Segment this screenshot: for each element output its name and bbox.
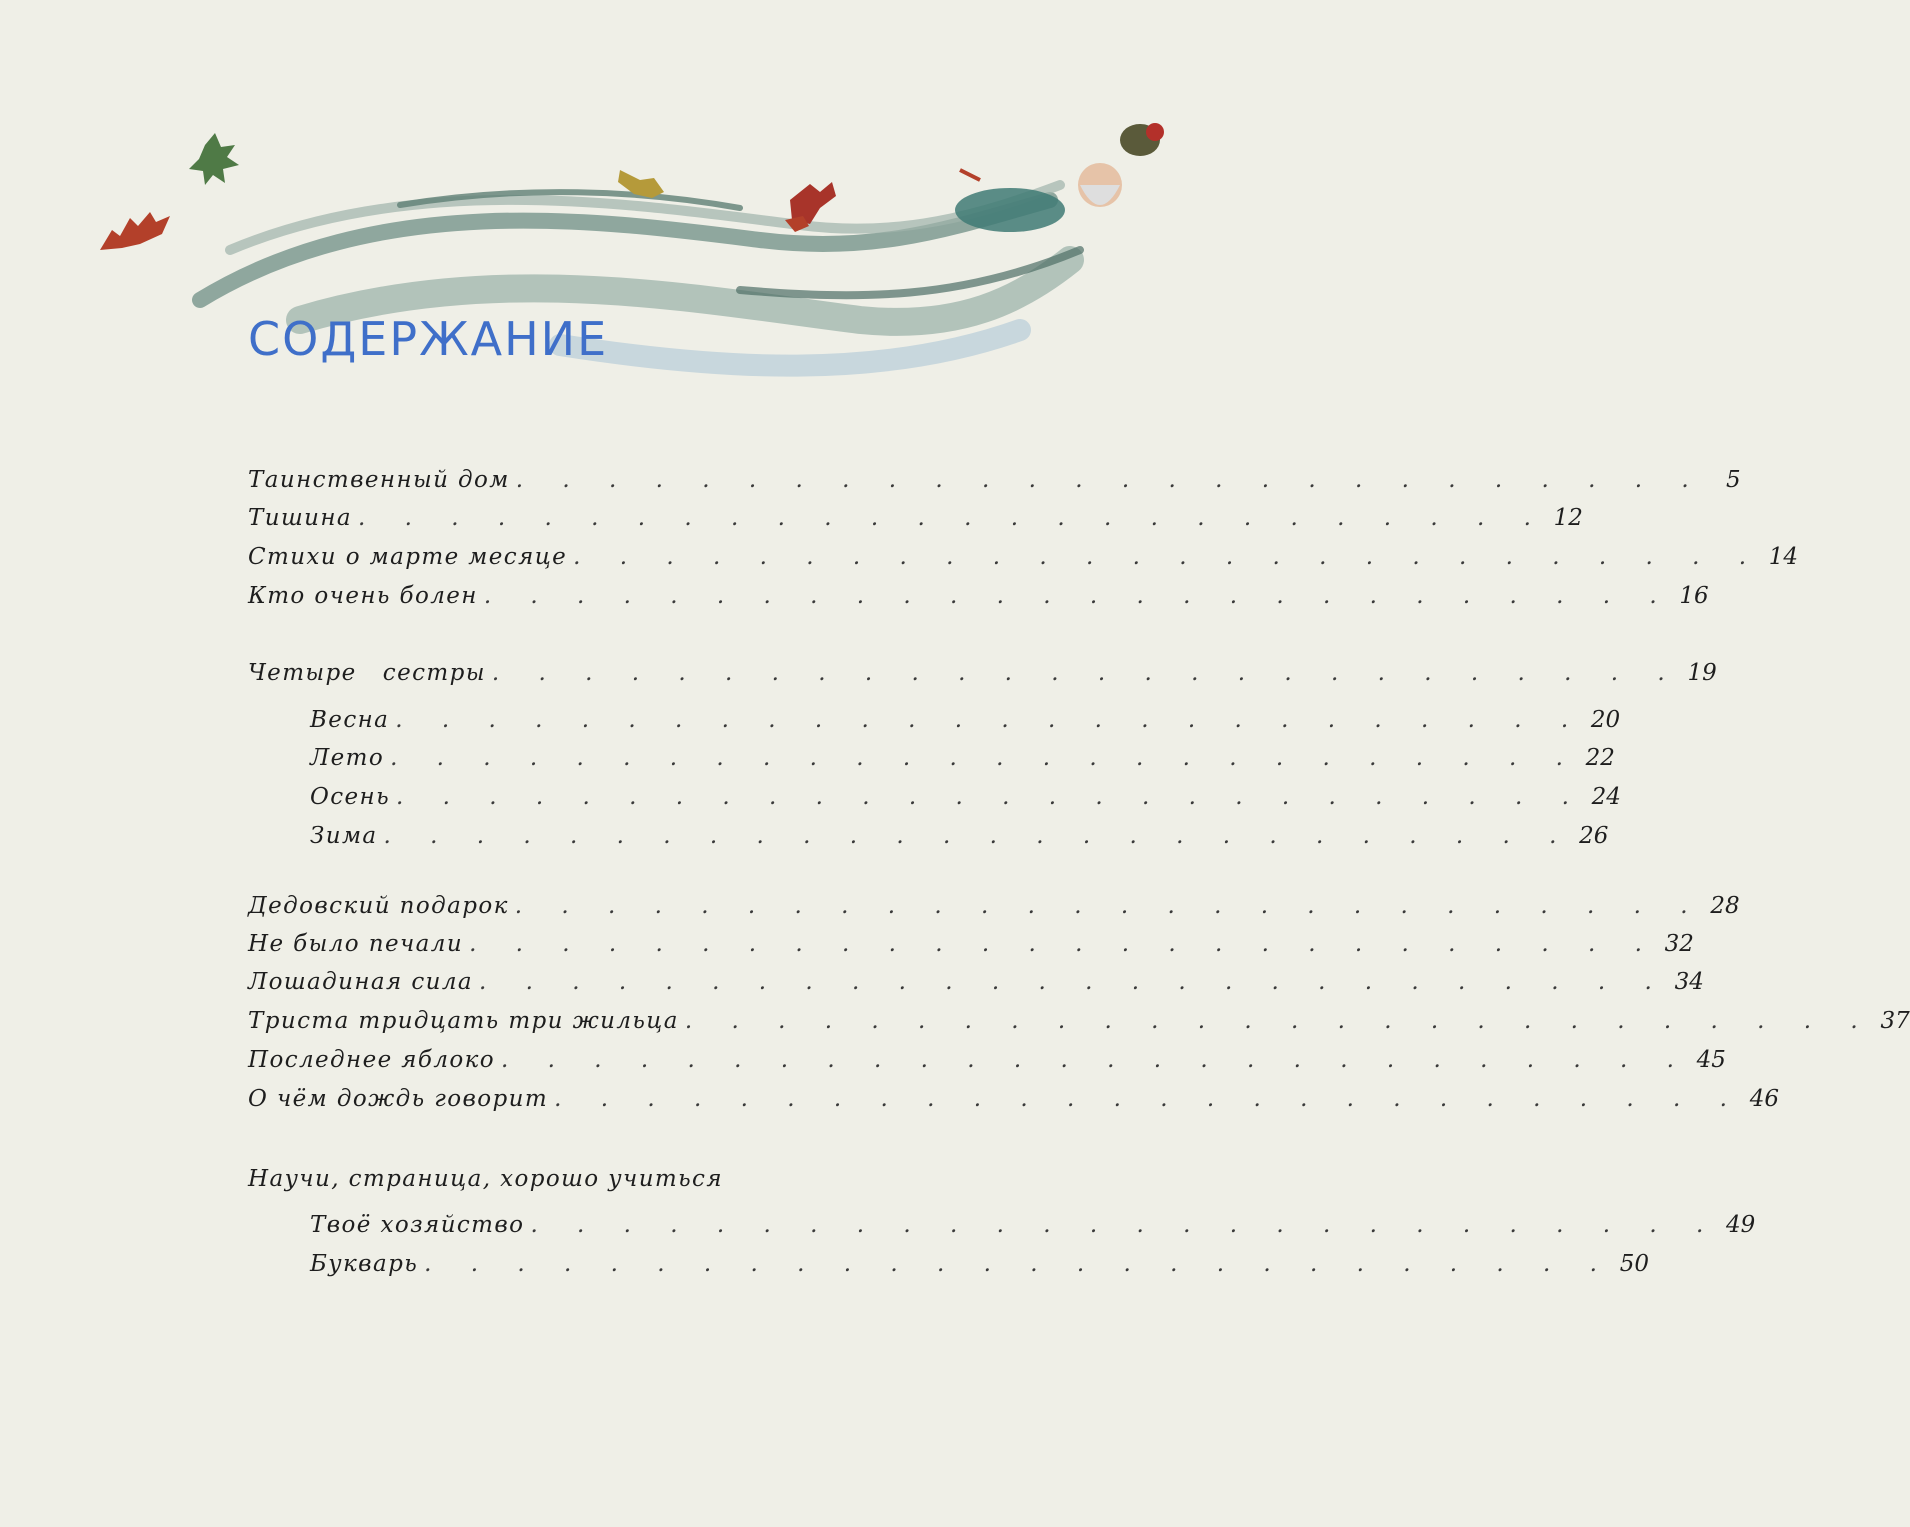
toc-entry-page: 16 xyxy=(1679,583,1709,609)
toc-entry-label: Последнее яблоко xyxy=(248,1047,496,1073)
toc-entry-label: Научи, страница, хорошо учиться xyxy=(248,1166,723,1192)
toc-subentry[interactable] xyxy=(310,1212,1756,1248)
leader-dots: . . . . . . . . . . . . . . . . . . . . . . . . . . xyxy=(530,1212,1720,1238)
toc-entry-page: 22 xyxy=(1585,745,1615,771)
toc-entry-label: Кто очень болен xyxy=(248,583,478,609)
toc-subentry[interactable] xyxy=(310,823,1609,859)
toc-entry-page: 45 xyxy=(1696,1047,1726,1073)
toc-entry-label: Не было печали xyxy=(248,931,464,957)
toc-entry-page: 24 xyxy=(1591,784,1621,810)
toc-subentry[interactable] xyxy=(310,707,1621,743)
toc-entry-label: Таинственный дом xyxy=(248,467,510,493)
toc-entry[interactable] xyxy=(248,583,1709,619)
toc-entry[interactable] xyxy=(248,467,1741,503)
leader-dots: . . . . . . . . . . . . . . . . . . . . . . . . . . xyxy=(684,1008,1874,1034)
toc-entry[interactable] xyxy=(248,1047,1726,1083)
toc-subentry[interactable] xyxy=(310,784,1621,820)
toc-entry-page: 5 xyxy=(1726,467,1741,493)
toc-entry-label: Стихи о марте месяце xyxy=(248,544,568,570)
old-man-figure xyxy=(955,123,1164,232)
toc-entry-label: Дедовский подарок xyxy=(248,893,509,919)
toc-entry-label: О чём дождь говорит xyxy=(248,1086,549,1112)
toc-section-heading[interactable] xyxy=(248,1166,964,1202)
toc-entry-label: Триста тридцать три жильца xyxy=(248,1008,679,1034)
toc-entry-label: Лошадиная сила xyxy=(248,969,473,995)
toc-entry[interactable] xyxy=(248,969,1704,1005)
leader-dots: . . . . . . . . . . . . . . . . . . . . . . . . . . xyxy=(573,544,1763,570)
toc-entry-page: 50 xyxy=(1619,1251,1649,1277)
leader-dots: . . . . . . . . . . . . . . . . . . . . . . . . . . xyxy=(358,505,1547,531)
toc-entry-page: 14 xyxy=(1768,544,1799,570)
toc-entry-page: 19 xyxy=(1687,660,1717,686)
red-leaf-icon xyxy=(100,212,170,250)
toc-entry-page: 34 xyxy=(1674,969,1704,995)
toc-subentry[interactable] xyxy=(310,1251,1649,1287)
leader-dots: . . . . . . . . . . . . . . . . . . . . . . . . . . xyxy=(514,893,1704,919)
leader-dots: . . . . . . . . . . . . . . . . . . . . . . . . . . xyxy=(483,583,1673,609)
toc-entry-label: Тишина xyxy=(248,505,353,531)
toc-entry[interactable] xyxy=(248,893,1740,929)
toc-entry-page: 46 xyxy=(1749,1086,1779,1112)
toc-entry-label: Лето xyxy=(310,745,385,771)
leader-dots: . . . . . . . . . . . . . . . . . . . . . . . . . . xyxy=(501,1047,1690,1073)
leader-dots: . . . . . . . . . . . . . . . . . . . . . . . . . . xyxy=(478,969,1668,995)
toc-entry-label: Твоё хозяйство xyxy=(310,1212,525,1238)
toc-entry-label: Осень xyxy=(310,784,391,810)
leader-dots: . . . . . . . . . . . . . . . . . . . . . . . . . . xyxy=(491,660,1681,686)
toc-entry-page: 12 xyxy=(1553,505,1583,531)
toc-entry-label: Букварь xyxy=(310,1251,419,1277)
toc-entry[interactable] xyxy=(248,544,1799,580)
toc-subentry[interactable] xyxy=(310,745,1615,781)
toc-entry[interactable] xyxy=(248,1086,1779,1122)
green-leaf-icon xyxy=(189,133,239,185)
toc-entry-label: Четыре сестры xyxy=(248,660,486,686)
toc-entry-page: 32 xyxy=(1664,931,1694,957)
leader-dots: . . . . . . . . . . . . . . . . . . . . . . . . . . xyxy=(424,1251,1613,1277)
toc-entry-page: 49 xyxy=(1726,1212,1756,1238)
toc-entry-page: 26 xyxy=(1579,823,1609,849)
leader-dots: . . . . . . . . . . . . . . . . . . . . . . . . . . xyxy=(390,745,1579,771)
leader-dots: . . . . . . . . . . . . . . . . . . . . . . . . . . xyxy=(554,1086,1743,1112)
toc-entry[interactable] xyxy=(248,1008,1910,1044)
leader-dots: . . . . . . . . . . . . . . . . . . . . . . . . . . xyxy=(383,823,1573,849)
toc-entry[interactable] xyxy=(248,505,1583,541)
leader-dots: . . . . . . . . . . . . . . . . . . . . . . . . . . xyxy=(395,707,1585,733)
toc-entry-page: 37 xyxy=(1880,1008,1910,1034)
leader-dots: . . . . . . . . . . . . . . . . . . . . . . . . . . xyxy=(396,784,1585,810)
toc-entry-page: 20 xyxy=(1590,707,1621,733)
leader-dots: . . . . . . . . . . . . . . . . . . . . . . . . . . xyxy=(515,467,1705,493)
toc-entry[interactable] xyxy=(248,931,1694,967)
toc-entry-page: 28 xyxy=(1710,893,1740,919)
toc-entry-label: Весна xyxy=(310,707,390,733)
toc-entry[interactable] xyxy=(248,660,1717,696)
wind-stroke xyxy=(560,330,1020,366)
leader-dots: . . . . . . . . . . . . . . . . . . . . . . . . . . xyxy=(469,931,1658,957)
toc-entry-label: Зима xyxy=(310,823,378,849)
page-title: содержание xyxy=(248,294,609,371)
